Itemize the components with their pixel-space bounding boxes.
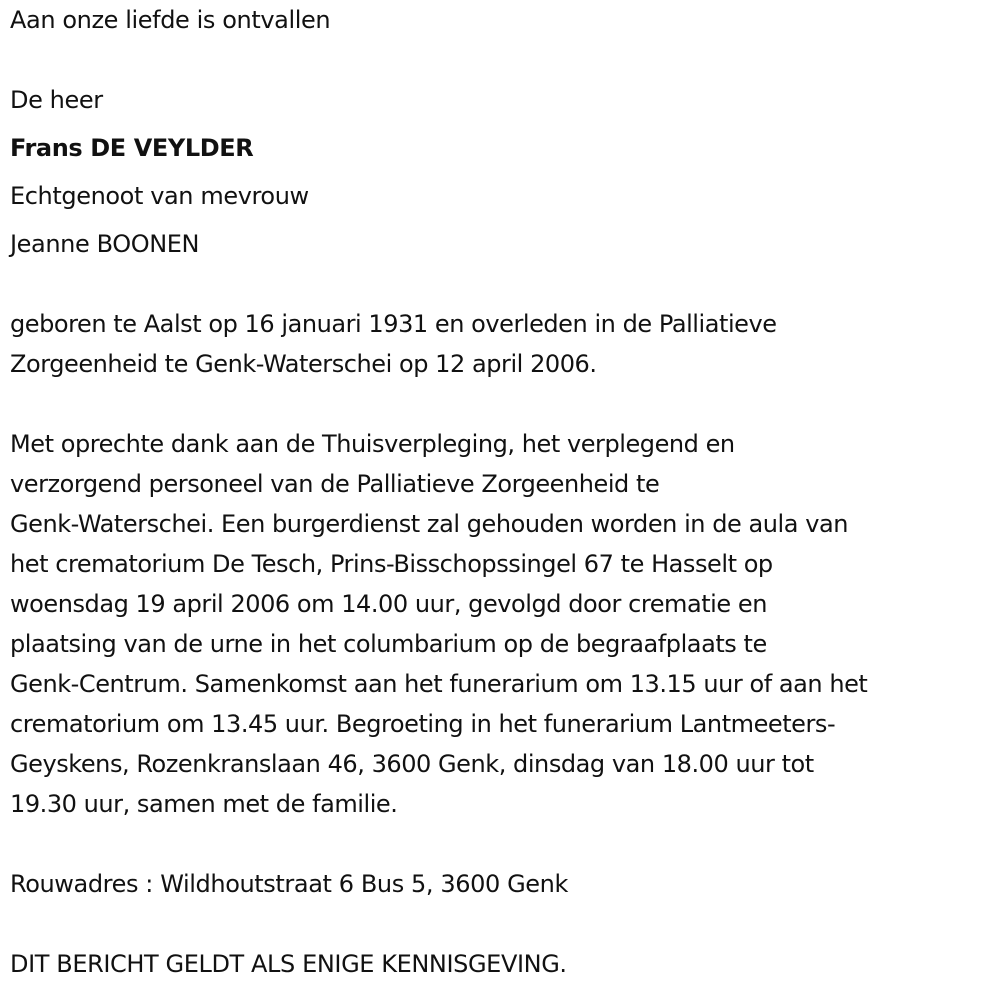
paragraph-line: plaatsing van de urne in het columbarium op de begraafplaats te [10,630,767,658]
spacer [10,904,995,944]
paragraph-line: Geyskens, Rozenkranslaan 46, 3600 Genk, dinsdag van 18.00 uur tot [10,750,814,778]
paragraph-line: Zorgeenheid te Genk-Waterschei op 12 april 2006. [10,350,597,378]
thanks-ceremony-paragraph [10,424,995,824]
spacer [10,384,995,424]
paragraph-line: Genk-Waterschei. Een burgerdienst zal gehouden worden in de aula van [10,510,848,538]
spacer [10,40,995,80]
spacer [10,824,995,864]
birth-death-paragraph [10,304,995,384]
closing-statement: DIT BERICHT GELDT ALS ENIGE KENNISGEVING. [10,950,567,978]
salutation: De heer [10,86,103,114]
intro-text: Aan onze liefde is ontvallen [10,6,331,34]
paragraph-line: Met oprechte dank aan de Thuisverpleging, het verplegend en [10,430,735,458]
spouse-name: Jeanne BOONEN [10,230,200,258]
spacer [10,264,995,304]
death-notice [10,0,995,984]
paragraph-line: 19.30 uur, samen met de familie. [10,790,398,818]
deceased-name: Frans DE VEYLDER [10,134,254,162]
spouse-line: Echtgenoot van mevrouw [10,182,309,210]
paragraph-line: woensdag 19 april 2006 om 14.00 uur, gevolgd door crematie en [10,590,767,618]
paragraph-line: geboren te Aalst op 16 januari 1931 en overleden in de Palliatieve [10,310,777,338]
paragraph-line: Genk-Centrum. Samenkomst aan het funerarium om 13.15 uur of aan het [10,670,868,698]
paragraph-line: crematorium om 13.45 uur. Begroeting in het funerarium Lantmeeters- [10,710,836,738]
paragraph-line: het crematorium De Tesch, Prins-Bisschopssingel 67 te Hasselt op [10,550,773,578]
mourning-address: Rouwadres : Wildhoutstraat 6 Bus 5, 3600 Genk [10,870,568,898]
paragraph-line: verzorgend personeel van de Palliatieve Zorgeenheid te [10,470,660,498]
